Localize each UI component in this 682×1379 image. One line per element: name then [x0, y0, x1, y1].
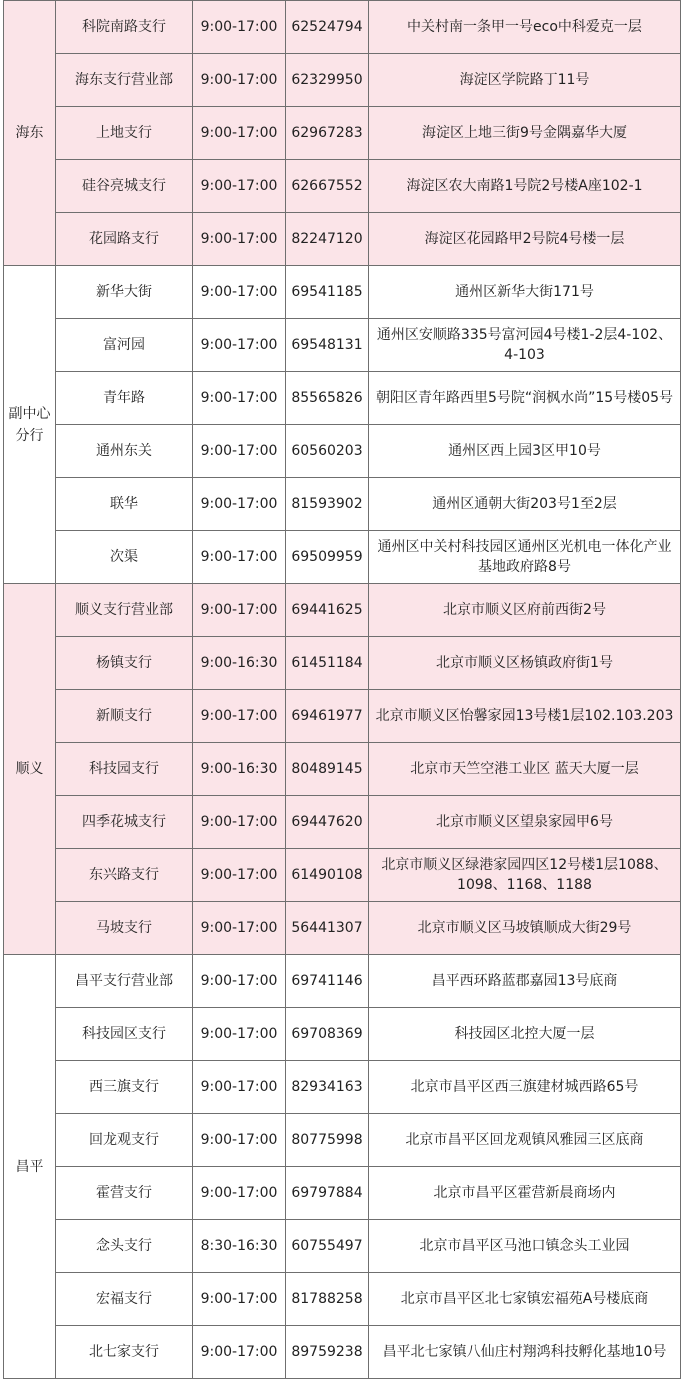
- table-row: [4, 1114, 681, 1167]
- address-cell: 北京市昌平区回龙观镇风雅园三区底商: [369, 1114, 681, 1167]
- table-row: [4, 743, 681, 796]
- phone-cell: 81788258: [286, 1273, 369, 1326]
- address-cell: 北京市顺义区府前西街2号: [369, 584, 681, 637]
- address-cell: 北京市顺义区望泉家园甲6号: [369, 796, 681, 849]
- table-row: [4, 1, 681, 54]
- branch-name-cell: 通州东关: [56, 425, 193, 478]
- hours-cell: 9:00-17:00: [193, 213, 286, 266]
- branch-name-cell: 顺义支行营业部: [56, 584, 193, 637]
- phone-cell: 69708369: [286, 1008, 369, 1061]
- hours-cell: 9:00-17:00: [193, 160, 286, 213]
- address-cell: 通州区通朝大街203号1至2层: [369, 478, 681, 531]
- branch-name-cell: 联华: [56, 478, 193, 531]
- phone-cell: 69548131: [286, 319, 369, 372]
- branch-name-cell: 青年路: [56, 372, 193, 425]
- branch-name-cell: 回龙观支行: [56, 1114, 193, 1167]
- table-row: [4, 1167, 681, 1220]
- phone-cell: 81593902: [286, 478, 369, 531]
- phone-cell: 82247120: [286, 213, 369, 266]
- address-cell: 北京市顺义区绿港家园四区12号楼1层1088、1098、1168、1188: [369, 849, 681, 902]
- table-row: [4, 107, 681, 160]
- address-cell: 朝阳区青年路西里5号院“润枫水尚”15号楼05号: [369, 372, 681, 425]
- phone-cell: 69441625: [286, 584, 369, 637]
- address-cell: 北京市昌平区马池口镇念头工业园: [369, 1220, 681, 1273]
- hours-cell: 9:00-17:00: [193, 1273, 286, 1326]
- table-row: [4, 54, 681, 107]
- region-cell: 副中心分行: [4, 266, 56, 584]
- table-row: [4, 1273, 681, 1326]
- hours-cell: 9:00-17:00: [193, 107, 286, 160]
- address-cell: 北京市昌平区西三旗建材城西路65号: [369, 1061, 681, 1114]
- table-row: [4, 584, 681, 637]
- branch-name-cell: 杨镇支行: [56, 637, 193, 690]
- hours-cell: 9:00-17:00: [193, 1008, 286, 1061]
- region-cell: 昌平: [4, 955, 56, 1379]
- branch-name-cell: 次渠: [56, 531, 193, 584]
- branch-name-cell: 科技园区支行: [56, 1008, 193, 1061]
- branch-name-cell: 海东支行营业部: [56, 54, 193, 107]
- branch-name-cell: 硅谷亮城支行: [56, 160, 193, 213]
- phone-cell: 80489145: [286, 743, 369, 796]
- hours-cell: 9:00-17:00: [193, 955, 286, 1008]
- phone-cell: 56441307: [286, 902, 369, 955]
- region-cell: 顺义: [4, 584, 56, 955]
- hours-cell: 9:00-17:00: [193, 1326, 286, 1379]
- branch-name-cell: 新顺支行: [56, 690, 193, 743]
- hours-cell: 9:00-16:30: [193, 743, 286, 796]
- address-cell: 北京市昌平区北七家镇宏福苑A号楼底商: [369, 1273, 681, 1326]
- hours-cell: 9:00-17:00: [193, 54, 286, 107]
- hours-cell: 9:00-17:00: [193, 796, 286, 849]
- branch-name-cell: 富河园: [56, 319, 193, 372]
- table-row: [4, 1326, 681, 1379]
- branch-name-cell: 马坡支行: [56, 902, 193, 955]
- phone-cell: 69797884: [286, 1167, 369, 1220]
- branch-name-cell: 念头支行: [56, 1220, 193, 1273]
- address-cell: 科技园区北控大厦一层: [369, 1008, 681, 1061]
- table-row: [4, 1061, 681, 1114]
- address-cell: 中关村南一条甲一号eco中科爱克一层: [369, 1, 681, 54]
- branch-name-cell: 新华大街: [56, 266, 193, 319]
- phone-cell: 62329950: [286, 54, 369, 107]
- table-row: [4, 902, 681, 955]
- region-group: [4, 266, 681, 584]
- address-cell: 海淀区农大南路1号院2号楼A座102-1: [369, 160, 681, 213]
- branch-name-cell: 上地支行: [56, 107, 193, 160]
- table-row: [4, 690, 681, 743]
- address-cell: 北京市顺义区马坡镇顺成大街29号: [369, 902, 681, 955]
- phone-cell: 89759238: [286, 1326, 369, 1379]
- hours-cell: 9:00-17:00: [193, 372, 286, 425]
- phone-cell: 62667552: [286, 160, 369, 213]
- hours-cell: 9:00-16:30: [193, 637, 286, 690]
- region-cell: 海东: [4, 1, 56, 266]
- table-row: [4, 955, 681, 1008]
- phone-cell: 69447620: [286, 796, 369, 849]
- region-group: [4, 1, 681, 266]
- table-row: [4, 372, 681, 425]
- address-cell: 昌平北七家镇八仙庄村翔鸿科技孵化基地10号: [369, 1326, 681, 1379]
- table-row: [4, 1008, 681, 1061]
- table-row: [4, 213, 681, 266]
- branch-name-cell: 昌平支行营业部: [56, 955, 193, 1008]
- address-cell: 通州区中关村科技园区通州区光机电一体化产业基地政府路8号: [369, 531, 681, 584]
- address-cell: 通州区新华大街171号: [369, 266, 681, 319]
- branch-name-cell: 宏福支行: [56, 1273, 193, 1326]
- hours-cell: 9:00-17:00: [193, 584, 286, 637]
- address-cell: 北京市顺义区怡馨家园13号楼1层102.103.203: [369, 690, 681, 743]
- hours-cell: 9:00-17:00: [193, 1167, 286, 1220]
- hours-cell: 9:00-17:00: [193, 849, 286, 902]
- region-group: [4, 584, 681, 955]
- hours-cell: 9:00-17:00: [193, 1061, 286, 1114]
- table-row: [4, 796, 681, 849]
- hours-cell: 9:00-17:00: [193, 902, 286, 955]
- address-cell: 海淀区上地三街9号金隅嘉华大厦: [369, 107, 681, 160]
- hours-cell: 9:00-17:00: [193, 266, 286, 319]
- branch-name-cell: 霍营支行: [56, 1167, 193, 1220]
- hours-cell: 9:00-17:00: [193, 531, 286, 584]
- phone-cell: 60560203: [286, 425, 369, 478]
- phone-cell: 62967283: [286, 107, 369, 160]
- branch-name-cell: 花园路支行: [56, 213, 193, 266]
- branch-name-cell: 北七家支行: [56, 1326, 193, 1379]
- address-cell: 北京市天竺空港工业区 蓝天大厦一层: [369, 743, 681, 796]
- branch-name-cell: 西三旗支行: [56, 1061, 193, 1114]
- phone-cell: 69509959: [286, 531, 369, 584]
- address-cell: 海淀区花园路甲2号院4号楼一层: [369, 213, 681, 266]
- table-row: [4, 266, 681, 319]
- table-row: [4, 160, 681, 213]
- phone-cell: 80775998: [286, 1114, 369, 1167]
- address-cell: 北京市顺义区杨镇政府街1号: [369, 637, 681, 690]
- phone-cell: 69541185: [286, 266, 369, 319]
- table-row: [4, 1220, 681, 1273]
- branch-table: [3, 0, 681, 1379]
- address-cell: 海淀区学院路丁11号: [369, 54, 681, 107]
- table-row: [4, 319, 681, 372]
- hours-cell: 9:00-17:00: [193, 1114, 286, 1167]
- phone-cell: 82934163: [286, 1061, 369, 1114]
- table-row: [4, 849, 681, 902]
- region-group: [4, 955, 681, 1379]
- branch-name-cell: 科技园支行: [56, 743, 193, 796]
- address-cell: 昌平西环路蓝郡嘉园13号底商: [369, 955, 681, 1008]
- table-row: [4, 637, 681, 690]
- phone-cell: 85565826: [286, 372, 369, 425]
- table-row: [4, 478, 681, 531]
- phone-cell: 60755497: [286, 1220, 369, 1273]
- address-cell: 北京市昌平区霍营新晨商场内: [369, 1167, 681, 1220]
- phone-cell: 61451184: [286, 637, 369, 690]
- branch-name-cell: 科院南路支行: [56, 1, 193, 54]
- table-row: [4, 425, 681, 478]
- table-row: [4, 531, 681, 584]
- hours-cell: 9:00-17:00: [193, 690, 286, 743]
- phone-cell: 69741146: [286, 955, 369, 1008]
- address-cell: 通州区西上园3区甲10号: [369, 425, 681, 478]
- hours-cell: 9:00-17:00: [193, 478, 286, 531]
- branch-name-cell: 东兴路支行: [56, 849, 193, 902]
- phone-cell: 62524794: [286, 1, 369, 54]
- phone-cell: 69461977: [286, 690, 369, 743]
- hours-cell: 9:00-17:00: [193, 425, 286, 478]
- hours-cell: 8:30-16:30: [193, 1220, 286, 1273]
- phone-cell: 61490108: [286, 849, 369, 902]
- branch-name-cell: 四季花城支行: [56, 796, 193, 849]
- address-cell: 通州区安顺路335号富河园4号楼1-2层4-102、4-103: [369, 319, 681, 372]
- hours-cell: 9:00-17:00: [193, 319, 286, 372]
- hours-cell: 9:00-17:00: [193, 1, 286, 54]
